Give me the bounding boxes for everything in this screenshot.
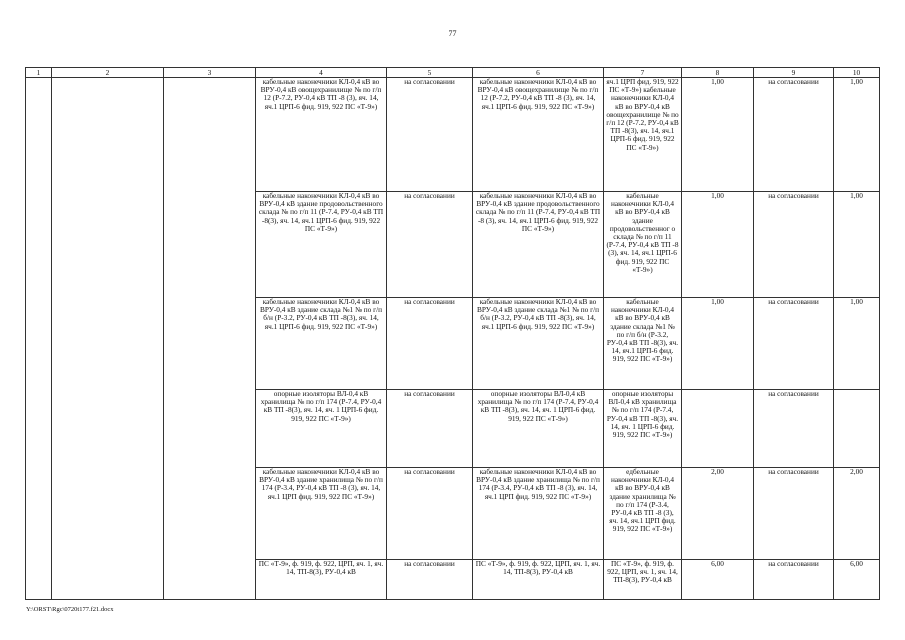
cell-col1 [26, 78, 52, 600]
cell-col6: опорные изоляторы ВЛ-0,4 кВ хранилища № по г/п 174 (Р-7.4, РУ-0,4 кВ ТП -8(3), яч. 14, яч. 1 ЦРП-6 фид. 919, 922 ПС «Т-9») [473, 390, 604, 468]
cell-col5: на согласовании [387, 78, 473, 192]
cell-col8: 1,00 [682, 78, 754, 192]
header-row [26, 68, 880, 78]
column-header: 1 [26, 68, 52, 78]
column-header: 7 [604, 68, 682, 78]
cell-col8: 1,00 [682, 192, 754, 298]
column-header: 6 [473, 68, 604, 78]
cell-col4: ПС «Т-9», ф. 919, ф. 922, ЦРП, яч. 1, яч. 14, ТП-8(3), РУ-0,4 кВ [256, 560, 387, 600]
cell-col3 [164, 78, 256, 600]
cell-col4: кабельные наконечники КЛ-0,4 кВ во ВРУ-0,4 кВ овощехранилище № по г/п 12 (Р-7.2, РУ-0,4 кВ ТП -8 (3), яч. 14, яч.1 ЦРП-6 фид. 919, 922 ПС «Т-9») [256, 78, 387, 192]
cell-col10: 2,00 [834, 468, 880, 560]
column-header: 2 [52, 68, 164, 78]
cell-col9: на согласовании [754, 298, 834, 390]
cell-col8: 6,00 [682, 560, 754, 600]
column-header: 8 [682, 68, 754, 78]
cell-col9: на согласовании [754, 390, 834, 468]
cell-col5: на согласовании [387, 192, 473, 298]
cell-col5: на согласовании [387, 560, 473, 600]
cell-col6: кабельные наконечники КЛ-0,4 кВ во ВРУ-0,4 кВ здание склада №1 № по г/п б/н (Р-3.2, РУ-0,4 кВ ТП -8(3), яч. 14, яч.1 ЦРП-6 фид. 919, 922 ПС «Т-9») [473, 298, 604, 390]
cell-col8: 1,00 [682, 298, 754, 390]
cell-col7: опорные изоляторы ВЛ-0,4 кВ хранилища № по г/п 174 (Р-7.4, РУ-0,4 кВ ТП -8(3), яч. 14, яч. 1 ЦРП-6 фид. 919, 922 ПС «Т-9») [604, 390, 682, 468]
cell-col5: на согласовании [387, 468, 473, 560]
cell-col10: 1,00 [834, 192, 880, 298]
cell-col5: на согласовании [387, 390, 473, 468]
cell-col7: едбельные наконечники КЛ-0,4 кВ во ВРУ-0,4 кВ здание хранилища № по г/п 174 (Р-3.4, РУ-0,4 кВ ТП -8 (3), яч. 14, яч.1 ЦРП фид. 919, 922 ПС «Т-9») [604, 468, 682, 560]
cell-col10: 6,00 [834, 560, 880, 600]
column-header: 3 [164, 68, 256, 78]
cell-col9: на согласовании [754, 468, 834, 560]
page-number: 77 [448, 29, 457, 38]
cell-col8 [682, 390, 754, 468]
cell-col10: 1,00 [834, 298, 880, 390]
cell-col6: кабельные наконечники КЛ-0,4 кВ во ВРУ-0,4 кВ овощехранилище № по г/п 12 (Р-7.2, РУ-0,4 кВ ТП -8 (3), яч. 14, яч.1 ЦРП-6 фид. 919, 922 ПС «Т-9») [473, 78, 604, 192]
cell-col9: на согласовании [754, 560, 834, 600]
cell-col7: ПС «Т-9», ф. 919, ф. 922, ЦРП, яч. 1, яч. 14, ТП-8(3), РУ-0,4 кВ [604, 560, 682, 600]
column-header: 9 [754, 68, 834, 78]
column-header: 10 [834, 68, 880, 78]
cell-col9: на согласовании [754, 78, 834, 192]
column-header: 5 [387, 68, 473, 78]
cell-col10: 1,00 [834, 78, 880, 192]
cell-col4: кабельные наконечники КЛ-0,4 кВ во ВРУ-0,4 кВ здание хранилища № по г/п 174 (Р-3.4, РУ-0,4 кВ ТП -8 (3), яч. 14, яч.1 ЦРП фид. 919, 922 ПС «Т-9») [256, 468, 387, 560]
cell-col8: 2,00 [682, 468, 754, 560]
data-table [25, 67, 880, 600]
cell-col6: кабельные наконечники КЛ-0,4 кВ во ВРУ-0,4 кВ здание продовольственного склада № по г/п 11 (Р-7.4, РУ-0,4 кВ ТП -8 (3), яч. 14, яч.1 ЦРП-6 фид. 919, 922 ПС «Т-9») [473, 192, 604, 298]
cell-col4: опорные изоляторы ВЛ-0,4 кВ хранилища № по г/п 174 (Р-7.4, РУ-0,4 кВ ТП -8(3), яч. 14, яч. 1 ЦРП-6 фид. 919, 922 ПС «Т-9») [256, 390, 387, 468]
cell-col4: кабельные наконечники КЛ-0,4 кВ во ВРУ-0,4 кВ здание склада №1 № по г/п б/н (Р-3.2, РУ-0,4 кВ ТП -8(3), яч. 14, яч.1 ЦРП-6 фид. 919, 922 ПС «Т-9») [256, 298, 387, 390]
cell-col7: кабельные наконечники КЛ-0,4 кВ во ВРУ-0,4 кВ здание продовольственног о склада № по г/п 11 (Р-7.4, РУ-0,4 кВ ТП -8 (3), яч. 14, яч.1 ЦРП-6 фид. 919, 922 ПС «Т-9») [604, 192, 682, 298]
cell-col9: на согласовании [754, 192, 834, 298]
cell-col4: кабельные наконечники КЛ-0,4 кВ во ВРУ-0,4 кВ здание продовольственного склада № по г/п 11 (Р-7.4, РУ-0,4 кВ ТП -8(3), яч. 14, яч.1 ЦРП-6 фид. 919, 922 ПС «Т-9») [256, 192, 387, 298]
table-row [26, 78, 880, 192]
cell-col10 [834, 390, 880, 468]
cell-col6: ПС «Т-9», ф. 919, ф. 922, ЦРП, яч. 1, яч. 14, ТП-8(3), РУ-0,4 кВ [473, 560, 604, 600]
cell-col2 [52, 78, 164, 600]
cell-col7: кабельные наконечники КЛ-0,4 кВ во ВРУ-0,4 кВ здание склада №1 № по г/п б/н (Р-3.2, РУ-0,4 кВ ТП -8(3), яч. 14, яч.1 ЦРП-6 фид. 919, 922 ПС «Т-9») [604, 298, 682, 390]
column-header: 4 [256, 68, 387, 78]
cell-col5: на согласовании [387, 298, 473, 390]
cell-col7: яч.1 ЦРП фид. 919, 922 ПС «Т-9») кабельные наконечники КЛ-0,4 кВ во ВРУ-0,4 кВ овощехранилище № по г/п 12 (Р-7.2, РУ-0,4 кВ ТП -8(3), яч. 14, яч.1 ЦРП-6 фид. 919, 922 ПС «Т-9») [604, 78, 682, 192]
cell-col6: кабельные наконечники КЛ-0,4 кВ во ВРУ-0,4 кВ здание хранилища № по г/п 174 (Р-3.4, РУ-0,4 кВ ТП -8 (3), яч. 14, яч.1 ЦРП фид. 919, 922 ПС «Т-9») [473, 468, 604, 560]
file-path: Y:\ORST\Rgc\0720t177.f21.docx [26, 606, 114, 613]
